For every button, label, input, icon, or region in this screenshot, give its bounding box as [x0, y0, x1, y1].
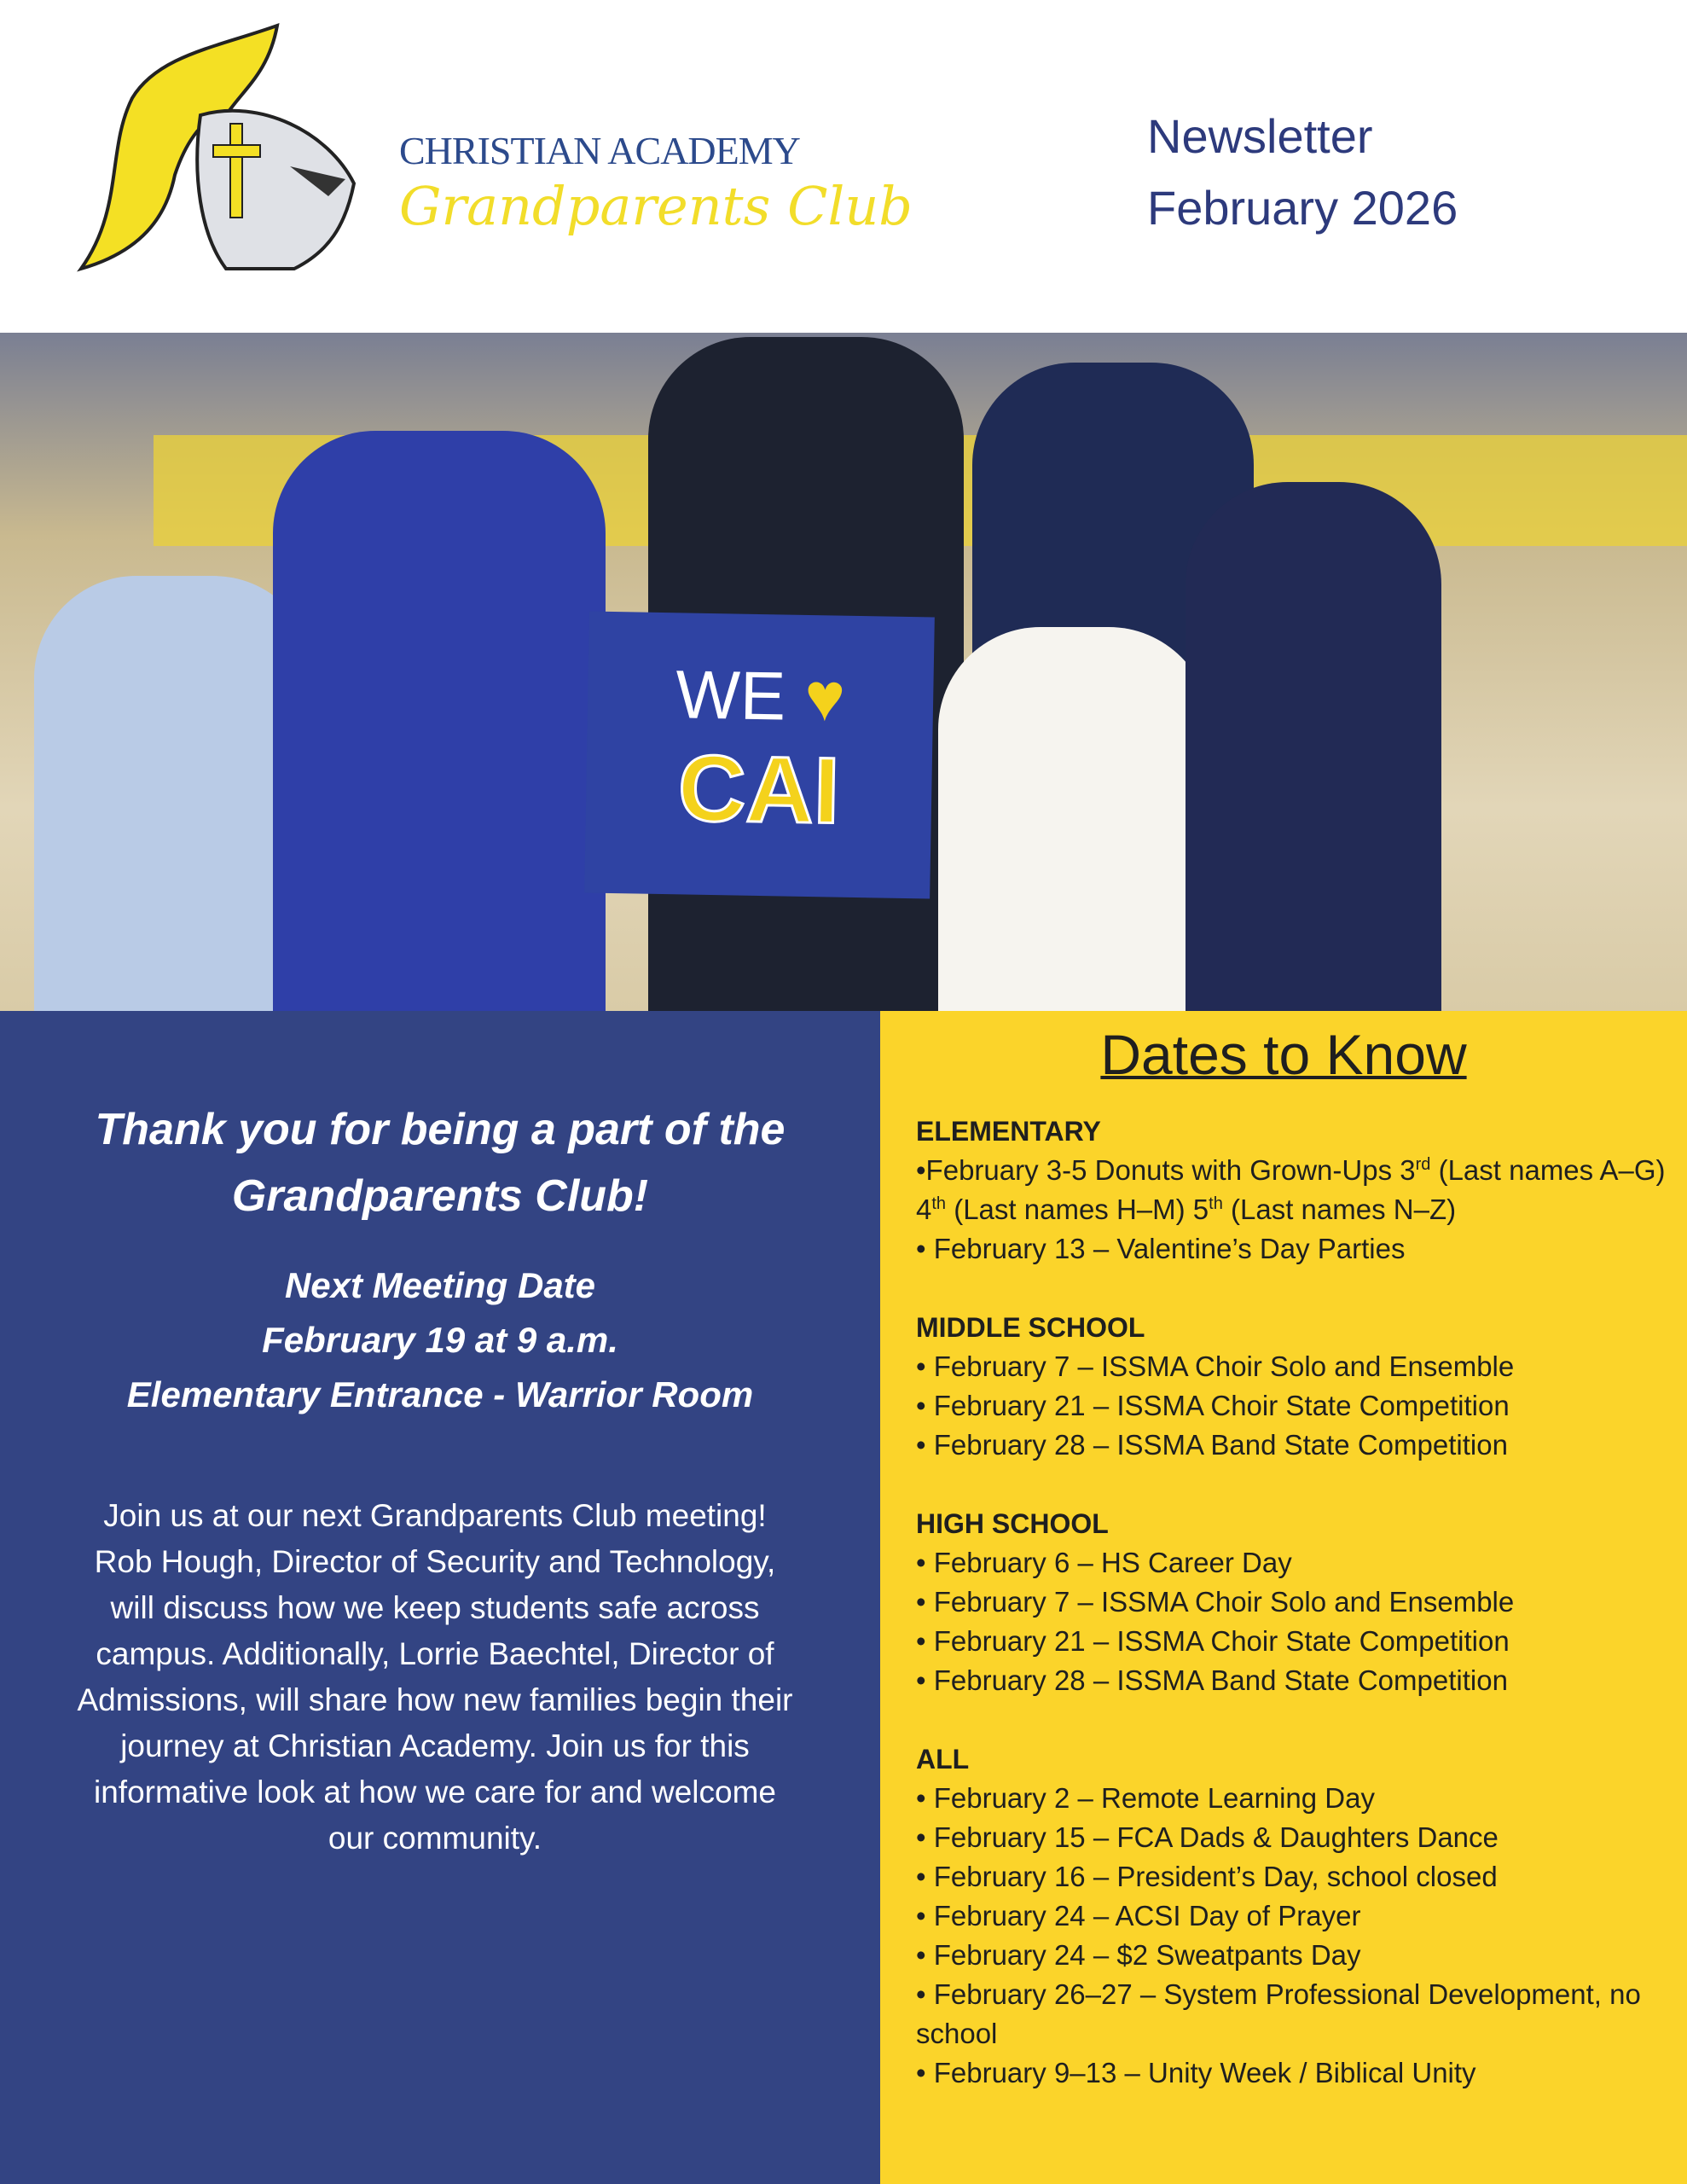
section-heading: ELEMENTARY [916, 1116, 1101, 1147]
student-figure [1186, 482, 1441, 1011]
list-item: • February 2 – Remote Learning Day [916, 1782, 1375, 1814]
students-photo [0, 333, 1687, 1011]
sign-we: WE [675, 656, 787, 735]
knight-helmet-logo-icon [72, 21, 371, 277]
list-item: • February 6 – HS Career Day [916, 1547, 1292, 1578]
list-item: • February 16 – President’s Day, school closed [916, 1861, 1498, 1892]
list-item: • February 24 – ACSI Day of Prayer [916, 1900, 1361, 1931]
section-heading: MIDDLE SCHOOL [916, 1312, 1145, 1343]
newsletter-heading [1147, 101, 1458, 244]
list-item: • February 21 – ISSMA Choir State Competition [916, 1625, 1510, 1657]
we-love-cai-sign [584, 611, 935, 898]
list-item: • February 28 – ISSMA Band State Competition [916, 1664, 1508, 1696]
list-item: • February 15 – FCA Dads & Daughters Dance [916, 1821, 1499, 1853]
logo-school-name: CHRISTIAN ACADEMY [399, 129, 800, 172]
meeting-info [0, 1258, 880, 1422]
meeting-label: Next Meeting Date [284, 1265, 596, 1305]
meeting-description: Join us at our next Grandparents Club meeting! Rob Hough, Director of Security and Technology, will discuss how we keep students safe across campus. Additionally, Lorrie Baechtel, Director of Admissions, will share how new families begin their journey at Christian Academy. Join us for this informative look at how we care for and welcome our community. [77, 1498, 793, 1856]
list-item: • February 21 – ISSMA Choir State Competition [916, 1390, 1510, 1421]
list-item: • February 13 – Valentine’s Day Parties [916, 1233, 1406, 1264]
heart-icon: ♥ [803, 658, 846, 735]
list-item: • February 24 – $2 Sweatpants Day [916, 1939, 1361, 1971]
dates-list [916, 1112, 1667, 2093]
list-item: • February 26–27 – System Professional Development, no school [916, 1978, 1641, 2049]
header [0, 0, 1687, 333]
list-item: • February 28 – ISSMA Band State Competition [916, 1429, 1508, 1461]
list-item: • February 7 – ISSMA Choir Solo and Ensemble [916, 1350, 1515, 1382]
section-heading: ALL [916, 1744, 970, 1774]
list-item: •February 3-5 Donuts with Grown-Ups 3rd (Last names A–G) 4th (Last names H–M) 5th (Last names N–Z) [916, 1154, 1666, 1225]
student-figure [938, 627, 1211, 1011]
meeting-panel [0, 1011, 880, 2184]
thank-you-heading: Thank you for being a part of the Grandparents Club! [95, 1105, 786, 1221]
sign-cai: CAI [676, 735, 841, 844]
section-heading: HIGH SCHOOL [916, 1508, 1109, 1539]
list-item: • February 9–13 – Unity Week / Biblical Unity [916, 2057, 1476, 2088]
newsletter-title: Newsletter [1147, 109, 1373, 163]
meeting-date: February 19 at 9 a.m. [262, 1320, 618, 1360]
newsletter-date: February 2026 [1147, 181, 1458, 235]
meeting-place: Elementary Entrance - Warrior Room [126, 1374, 754, 1414]
dates-title: Dates to Know [1100, 1023, 1467, 1086]
dates-panel [880, 1011, 1687, 2184]
logo-club-name: Grandparents Club [399, 175, 913, 237]
student-figure [273, 431, 606, 1011]
list-item: • February 7 – ISSMA Choir Solo and Ensemble [916, 1586, 1515, 1618]
